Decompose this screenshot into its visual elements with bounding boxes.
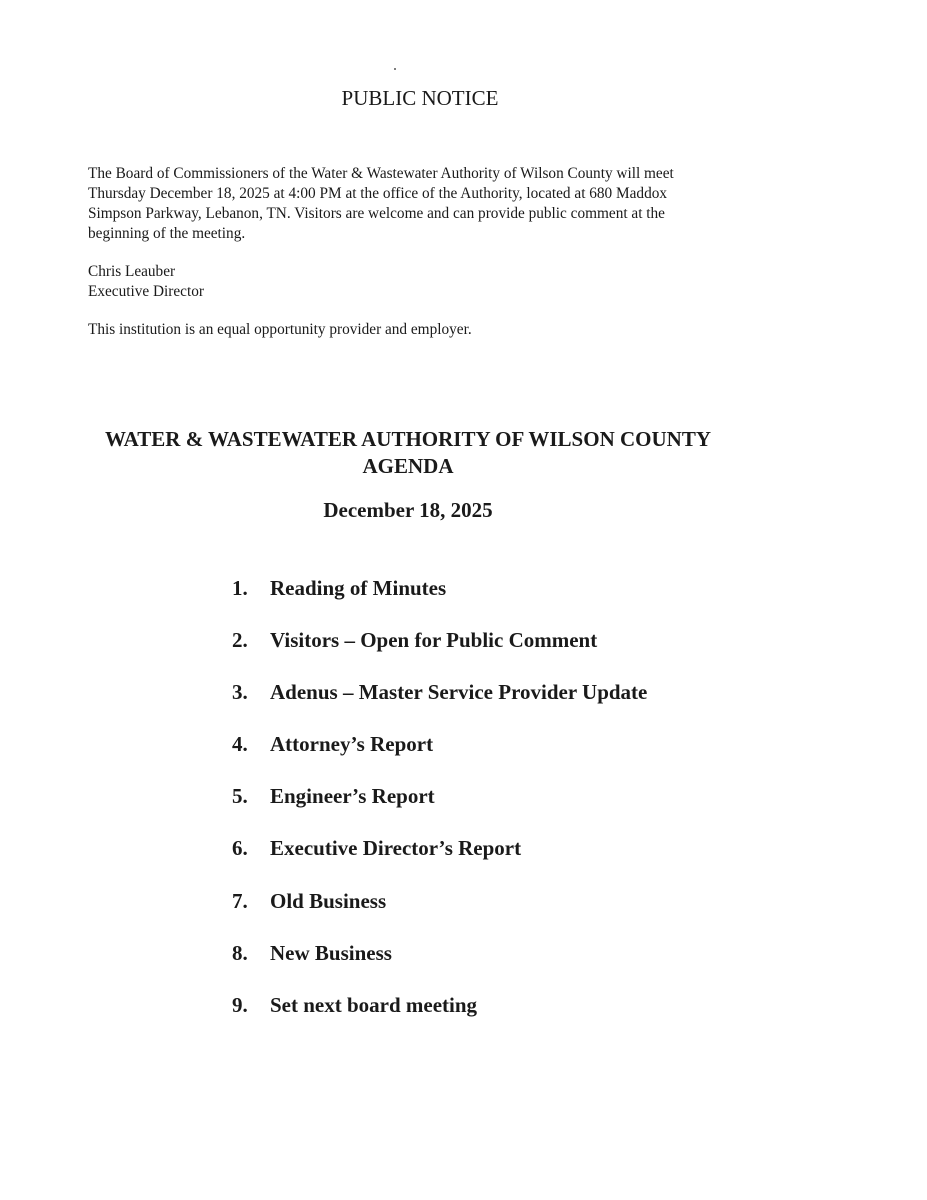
signer-name: Chris Leauber: [88, 263, 176, 280]
agenda-item-label: Adenus – Master Service Provider Update: [270, 680, 648, 705]
signature-block: [88, 262, 204, 302]
agenda-item-number: 2.: [232, 628, 248, 653]
agenda-item-label: Set next board meeting: [270, 992, 478, 1017]
notice-line: Simpson Parkway, Lebanon, TN. Visitors are welcome and can provide public comment at the: [88, 205, 665, 222]
agenda-item-number: 6.: [232, 836, 248, 861]
agenda-item-number: 5.: [232, 784, 248, 809]
agenda-org-name: WATER & WASTEWATER AUTHORITY OF WILSON COUNTY: [104, 427, 711, 451]
agenda-list: [232, 575, 647, 1044]
agenda-item: [232, 888, 647, 940]
notice-line: The Board of Commissioners of the Water & Wastewater Authority of Wilson County will meet: [88, 165, 674, 182]
agenda-item: [232, 731, 647, 783]
agenda-item: [232, 835, 647, 887]
agenda-heading: [0, 426, 816, 480]
agenda-item: [232, 783, 647, 835]
agenda-item-label: Visitors – Open for Public Comment: [270, 628, 598, 653]
notice-line: Thursday December 18, 2025 at 4:00 PM at the office of the Authority, located at 680 Maddox: [88, 185, 668, 202]
agenda-item: [232, 627, 647, 679]
agenda-item: [232, 679, 647, 731]
signer-title: Executive Director: [88, 283, 204, 300]
agenda-item-number: 4.: [232, 732, 248, 757]
public-notice-title: PUBLIC NOTICE: [341, 86, 499, 110]
agenda-item-number: 1.: [232, 576, 248, 600]
agenda-item-label: New Business: [270, 940, 392, 965]
agenda-item: [232, 940, 647, 992]
agenda-item-number: 7.: [232, 888, 248, 913]
agenda-item-label: Reading of Minutes: [270, 576, 447, 600]
notice-paragraph: [88, 164, 768, 244]
eeo-statement: This institution is an equal opportunity provider and employer.: [88, 321, 472, 338]
notice-line: beginning of the meeting.: [88, 225, 246, 242]
scan-speck: [394, 68, 396, 70]
agenda-item-number: 3.: [232, 680, 248, 705]
agenda-label: AGENDA: [362, 454, 454, 478]
agenda-item-number: 8.: [232, 940, 248, 965]
agenda-item-number: 9.: [232, 992, 248, 1017]
agenda-item-label: Engineer’s Report: [270, 784, 435, 809]
agenda-item-label: Executive Director’s Report: [270, 836, 522, 861]
agenda-date: December 18, 2025: [323, 498, 493, 522]
agenda-item-label: Attorney’s Report: [270, 732, 434, 757]
agenda-item: [232, 575, 647, 627]
agenda-item: [232, 992, 647, 1044]
agenda-item-label: Old Business: [270, 888, 387, 913]
